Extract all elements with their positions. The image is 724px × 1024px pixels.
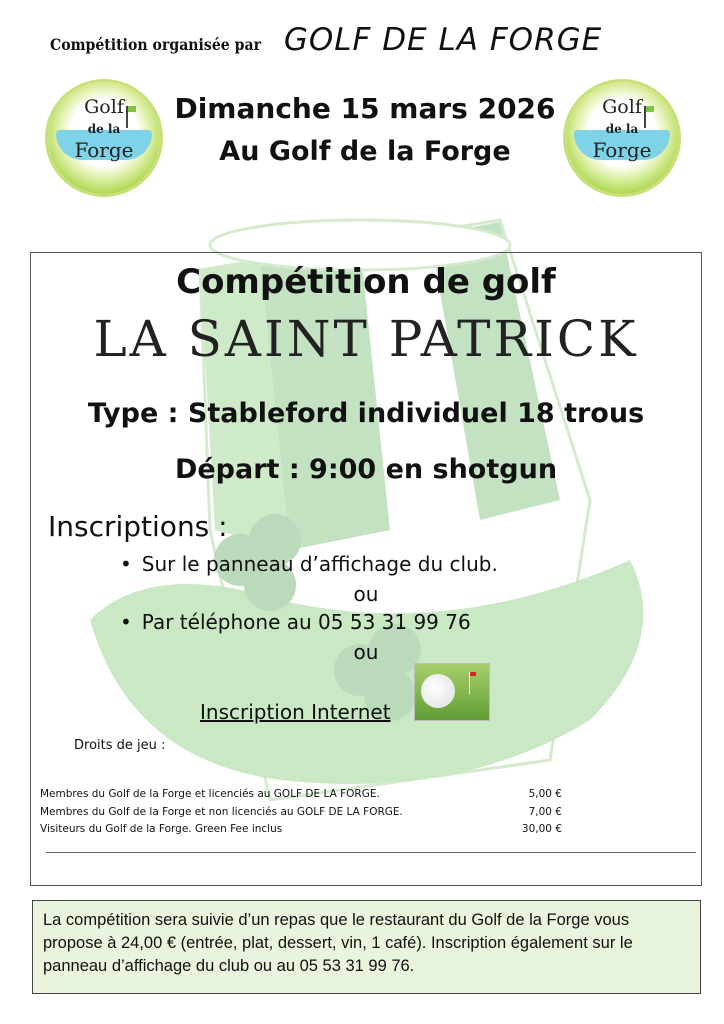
organized-by-text: Compétition organisée par (50, 35, 262, 54)
event-name: LA SAINT PATRICK (93, 310, 639, 368)
logo-text-golf: Golf (602, 96, 642, 118)
fee-price: 5,00 € (528, 788, 562, 800)
event-date: Dimanche 15 mars 2026 (174, 92, 556, 125)
fee-label: Membres du Golf de la Forge et non licenciés au GOLF DE LA FORGE. (40, 806, 403, 818)
or-separator: ou (353, 582, 379, 606)
fees-heading: Droits de jeu : (74, 738, 166, 753)
organizer-line (50, 22, 690, 66)
internet-inscription-link[interactable]: Inscription Internet (200, 700, 391, 724)
golf-logo-left (48, 82, 160, 194)
inscription-option-board (120, 552, 498, 576)
fee-label: Membres du Golf de la Forge et licenciés au GOLF DE LA FORGE. (40, 788, 380, 800)
divider (46, 852, 696, 853)
inscription-option-phone (120, 610, 471, 634)
bullet-icon: • (120, 610, 132, 634)
start-time: Départ : 9:00 en shotgun (174, 454, 558, 485)
fee-price: 7,00 € (528, 806, 562, 818)
event-location: Au Golf de la Forge (219, 136, 511, 167)
meal-info-box (32, 900, 701, 994)
logo-text-dela: de la (605, 122, 639, 136)
logo-text-golf: Golf (84, 96, 124, 118)
flag-pin-icon (469, 672, 470, 694)
competition-title: Compétition de golf (176, 262, 556, 302)
logo-text-dela: de la (87, 122, 121, 136)
inscriptions-heading: Inscriptions : (48, 510, 228, 543)
fee-price: 30,00 € (521, 823, 562, 835)
logo-text-forge: Forge (74, 138, 134, 162)
internet-inscription-image[interactable] (414, 663, 490, 721)
competition-type: Type : Stableford individuel 18 trous (87, 398, 645, 429)
golf-logo-right (566, 82, 678, 194)
inscription-option-phone-text: Par téléphone au 05 53 31 99 76 (141, 610, 471, 634)
inscription-option-board-text: Sur le panneau d’affichage du club. (141, 552, 498, 576)
or-separator: ou (353, 640, 379, 664)
bullet-icon: • (120, 552, 132, 576)
fee-label: Visiteurs du Golf de la Forge. Green Fee inclus (40, 823, 283, 835)
logo-text-forge: Forge (592, 138, 652, 162)
organizer-name: GOLF DE LA FORGE (283, 22, 603, 58)
golf-ball-icon (421, 674, 455, 708)
meal-info-text: La compétition sera suivie d’un repas que le restaurant du Golf de la Forge vous propose à 24,00 € (entrée, plat, dessert, vin, 1 café). Inscription également sur le panneau d’affichage du club ou au 05 53 31 99 76. (43, 911, 633, 975)
